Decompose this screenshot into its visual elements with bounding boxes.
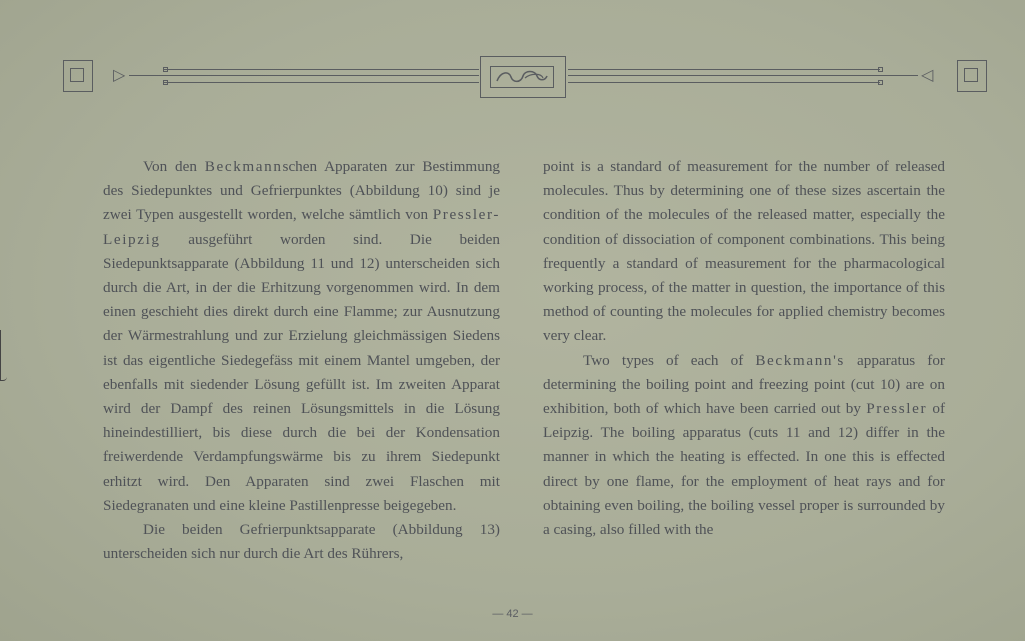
- paragraph: Two types of each of Beckmann's apparatus for determining the boiling point and freezing point (cut 10) are on exhibition, both of which have been carried out by Pressler of Leipzig. The boiling apparatus (cuts 11 and 12) differ in the manner in which the heating is effected. In one this is effected direct by one flame, for the employment of heat rays and for obtaining even boiling, the boiling vessel proper is surrounded by a casing, also filled with the: [543, 351, 945, 539]
- rail-terminal: [163, 80, 168, 85]
- name-emphasis: Beckmann: [204, 158, 283, 175]
- rail-line: [568, 82, 880, 83]
- margin-mark: [0, 330, 7, 381]
- rail-terminal: [163, 67, 168, 72]
- firm-emphasis: Pressler: [866, 400, 928, 418]
- firm-emphasis: Pressler-Leipzig: [103, 206, 500, 248]
- square-frame-icon: [957, 60, 987, 92]
- triangle-right-icon: ▷: [113, 65, 126, 84]
- rail-terminal: [878, 80, 883, 85]
- english-column: [543, 155, 945, 542]
- rail-line: [163, 82, 479, 83]
- rail-terminal: [878, 67, 883, 72]
- name-emphasis: Beckmann's: [755, 351, 845, 369]
- rail-line: [163, 69, 479, 70]
- rail-line: [568, 75, 918, 76]
- paragraph: Von den Beckmannschen Apparaten zur Bestimmung des Siedepunktes und Gefrierpunktes (Abbildung 10) sind je zwei Typen ausgestellt worden, welche sämtlich von Pressler-Leipzig ausgeführt worden sind. Die beiden Siedepunktsapparate (Abbildung 11 und 12) unterscheiden sich durch die Art, in der die Erhitzung vorgenommen wird. In dem einen geschieht dies direkt durch eine Flamme; zur Ausnutzung der Wärmestrahlung und zur Erzielung gleichmässigen Siedens ist das eigentliche Siedegefäss mit einem Mantel umgeben, der ebenfalls mit siedender Lösung gefüllt ist. Im zweiten Apparat wird der Dampf des reinen Lösungsmittels in die Lösung hineindestilliert, bis diese durch die bei der Kondensation freiwerdende Verdampfungswärme bis zu ihrem Siedepunkt erhitzt wird. Den Apparaten sind zwei Flaschen mit Siedegranaten und eine kleine Pastillenpresse beigegeben.: [103, 158, 501, 514]
- page-number: — 42 —: [492, 608, 533, 620]
- rail-line: [129, 75, 479, 76]
- rail-line: [568, 69, 880, 70]
- square-frame-icon: [63, 60, 93, 92]
- header-ornament: [63, 56, 987, 98]
- german-column: [103, 155, 500, 566]
- scroll-monogram-icon: [480, 56, 566, 98]
- monogram-swirl: [491, 67, 552, 86]
- paragraph: Die beiden Gefrierpunktsapparate (Abbildung 13) unterscheiden sich nur durch die Art des Rührers,: [103, 521, 500, 563]
- paragraph: point is a standard of measurement for the number of released molecules. Thus by determining one of these sizes ascertain the condition of the molecules of the released matter, especially the condition of dissociation of component combinations. This being frequently a standard of measurement for the pharmacological working process, of the matter in question, the importance of this method of counting the molecules for applied chemistry becomes very clear.: [543, 158, 945, 345]
- triangle-left-icon: ◁: [921, 65, 934, 84]
